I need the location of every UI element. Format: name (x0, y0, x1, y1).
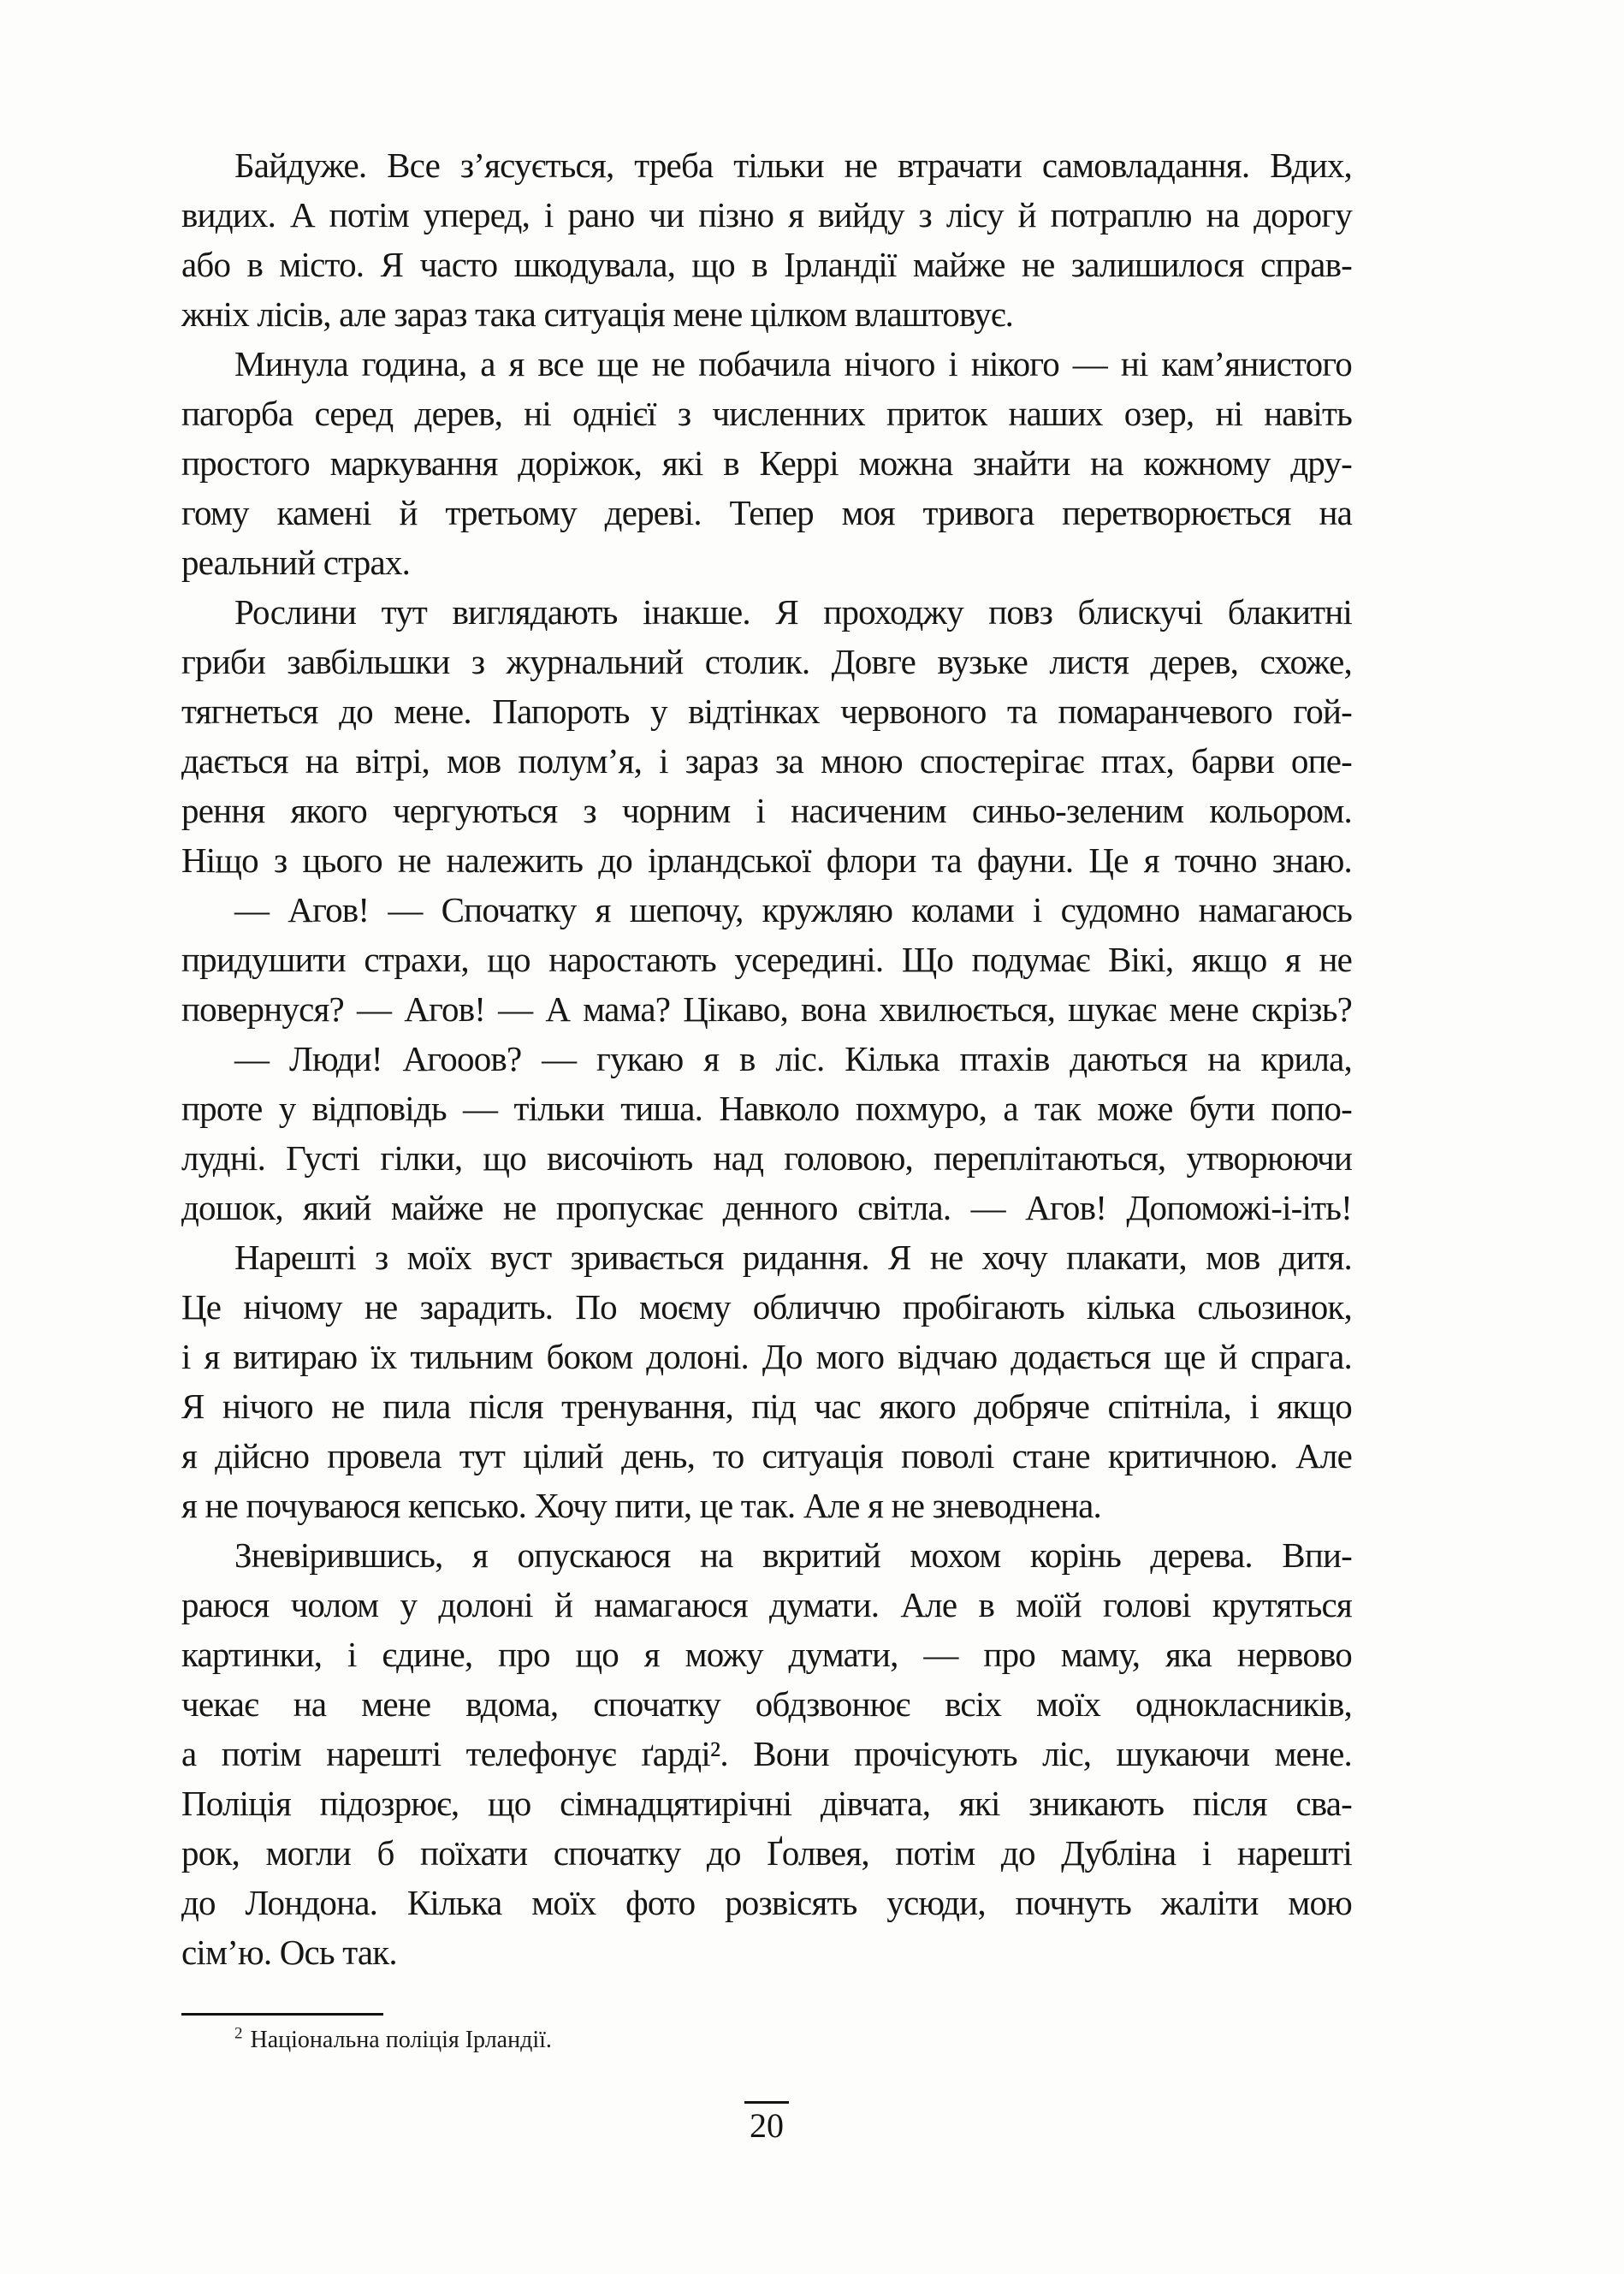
text-line: Рослини тут виглядають інакше. Я проходжу повз блискучі блакитні (234, 592, 1352, 632)
page-footer (181, 2101, 1352, 2145)
footnote (181, 2025, 1352, 2056)
text-line: реальний страх. (181, 543, 411, 582)
text-line: дошок, який майже не пропускає денного світла. — Агов! Допоможі-і-іть! (181, 1188, 1352, 1227)
text-line: рок, могли б поїхати спочатку до Ґолвея, потім до Дубліна і нарешті (181, 1833, 1352, 1873)
text-line: Минула година, а я все ще не побачила нічого і нікого — ні кам’янистого (234, 344, 1352, 383)
text-line: — Агов! — Спочатку я шепочу, кружляю колами і судомно намагаюсь (234, 890, 1352, 929)
paragraph (181, 1034, 1352, 1232)
paragraph (181, 885, 1352, 1034)
text-line: видих. А потім уперед, і рано чи пізно я вийду з лісу й потраплю на дорогу (181, 195, 1352, 235)
paragraph (181, 339, 1352, 587)
paragraph (181, 1530, 1352, 1977)
footnote-marker: 2 (234, 2024, 243, 2043)
text-line: повернуся? — Агов! — А мама? Цікаво, вона хвилюється, шукає мене скрізь? (181, 989, 1352, 1029)
paragraph (181, 1232, 1352, 1530)
text-line: лудні. Густі гілки, що височіють над головою, переплітаються, утворюючи (181, 1138, 1352, 1178)
text-line: Байдуже. Все з’ясується, треба тільки не втрачати самовладання. Вдих, (234, 145, 1352, 185)
text-line: Нарешті з моїх вуст зривається ридання. Я не хочу плакати, мов дитя. (234, 1238, 1352, 1277)
text-line: проте у відповідь — тільки тиша. Навколо похмуро, а так може бути попо- (181, 1089, 1352, 1128)
text-line: придушити страхи, що наростають усередині. Що подумає Вікі, якщо я не (181, 940, 1352, 979)
text-line: — Люди! Агооов? — гукаю я в ліс. Кілька птахів даються на крила, (234, 1039, 1352, 1078)
text-line: я дійсно провела тут цілий день, то ситуація поволі стане критичною. Але (181, 1436, 1352, 1475)
paragraph (181, 140, 1352, 339)
text-line: або в місто. Я часто шкодувала, що в Ірландії майже не залишилося справ- (181, 245, 1352, 284)
text-line: і я витираю їх тильним боком долоні. До мого відчаю додається ще й спрага. (181, 1337, 1352, 1376)
page-number: 20 (750, 2106, 784, 2145)
text-line: до Лондона. Кілька моїх фото розвісять усюди, почнуть жаліти мою (181, 1883, 1352, 1922)
text-line: гому камені й третьому дереві. Тепер моя тривога перетворюється на (181, 493, 1352, 532)
text-line: рення якого чергуються з чорним і насиченим синьо-зеленим кольором. (181, 791, 1352, 830)
text-line: Ніщо з цього не належить до ірландської флори та фауни. Це я точно знаю. (181, 840, 1352, 880)
text-line: дається на вітрі, мов полум’я, і зараз за мною спостерігає птах, барви опе- (181, 741, 1352, 781)
text-line: я не почуваюся кепсько. Хочу пити, це так. Але я не зневоднена. (181, 1486, 1101, 1525)
text-line: картинки, і єдине, про що я можу думати, — про маму, яка нервово (181, 1635, 1352, 1674)
text-line: Я нічого не пила після тренування, під час якого добряче спітніла, і якщо (181, 1386, 1352, 1426)
text-line: чекає на мене вдома, спочатку обдзвонює всіх моїх однокласників, (181, 1684, 1352, 1724)
text-line: простого маркування доріжок, які в Керрі можна знайти на кожному дру- (181, 443, 1352, 483)
footnote-separator-rule (181, 2013, 383, 2016)
text-line: Поліція підозрює, що сімнадцятирічні дівчата, які зникають після сва- (181, 1784, 1352, 1823)
paragraph (181, 587, 1352, 885)
text-line: пагорба серед дерев, ні однієї з численних приток наших озер, ні навіть (181, 394, 1352, 433)
text-line: сім’ю. Ось так. (181, 1933, 397, 1972)
text-line: Зневірившись, я опускаюся на вкритий мохом корінь дерева. Впи- (234, 1535, 1352, 1575)
text-line: раюся чолом у долоні й намагаюся думати. Але в моїй голові крутяться (181, 1585, 1352, 1624)
page-number-rule (744, 2101, 789, 2104)
text-line: жніх лісів, але зараз така ситуація мене цілком влаштовує. (181, 294, 1014, 334)
text-line: а потім нарешті телефонує ґарді². Вони прочісують ліс, шукаючи мене. (181, 1734, 1352, 1773)
footnote-text: Національна поліція Ірландії. (250, 2027, 552, 2053)
text-line: тягнеться до мене. Папороть у відтінках червоного та помаранчевого гой- (181, 692, 1352, 731)
text-line: Це нічому не зарадить. По моєму обличчю пробігають кілька сльозинок, (181, 1287, 1352, 1327)
main-text (181, 140, 1352, 1977)
text-line: гриби завбільшки з журнальний столик. Довге вузьке листя дерев, схоже, (181, 642, 1352, 681)
